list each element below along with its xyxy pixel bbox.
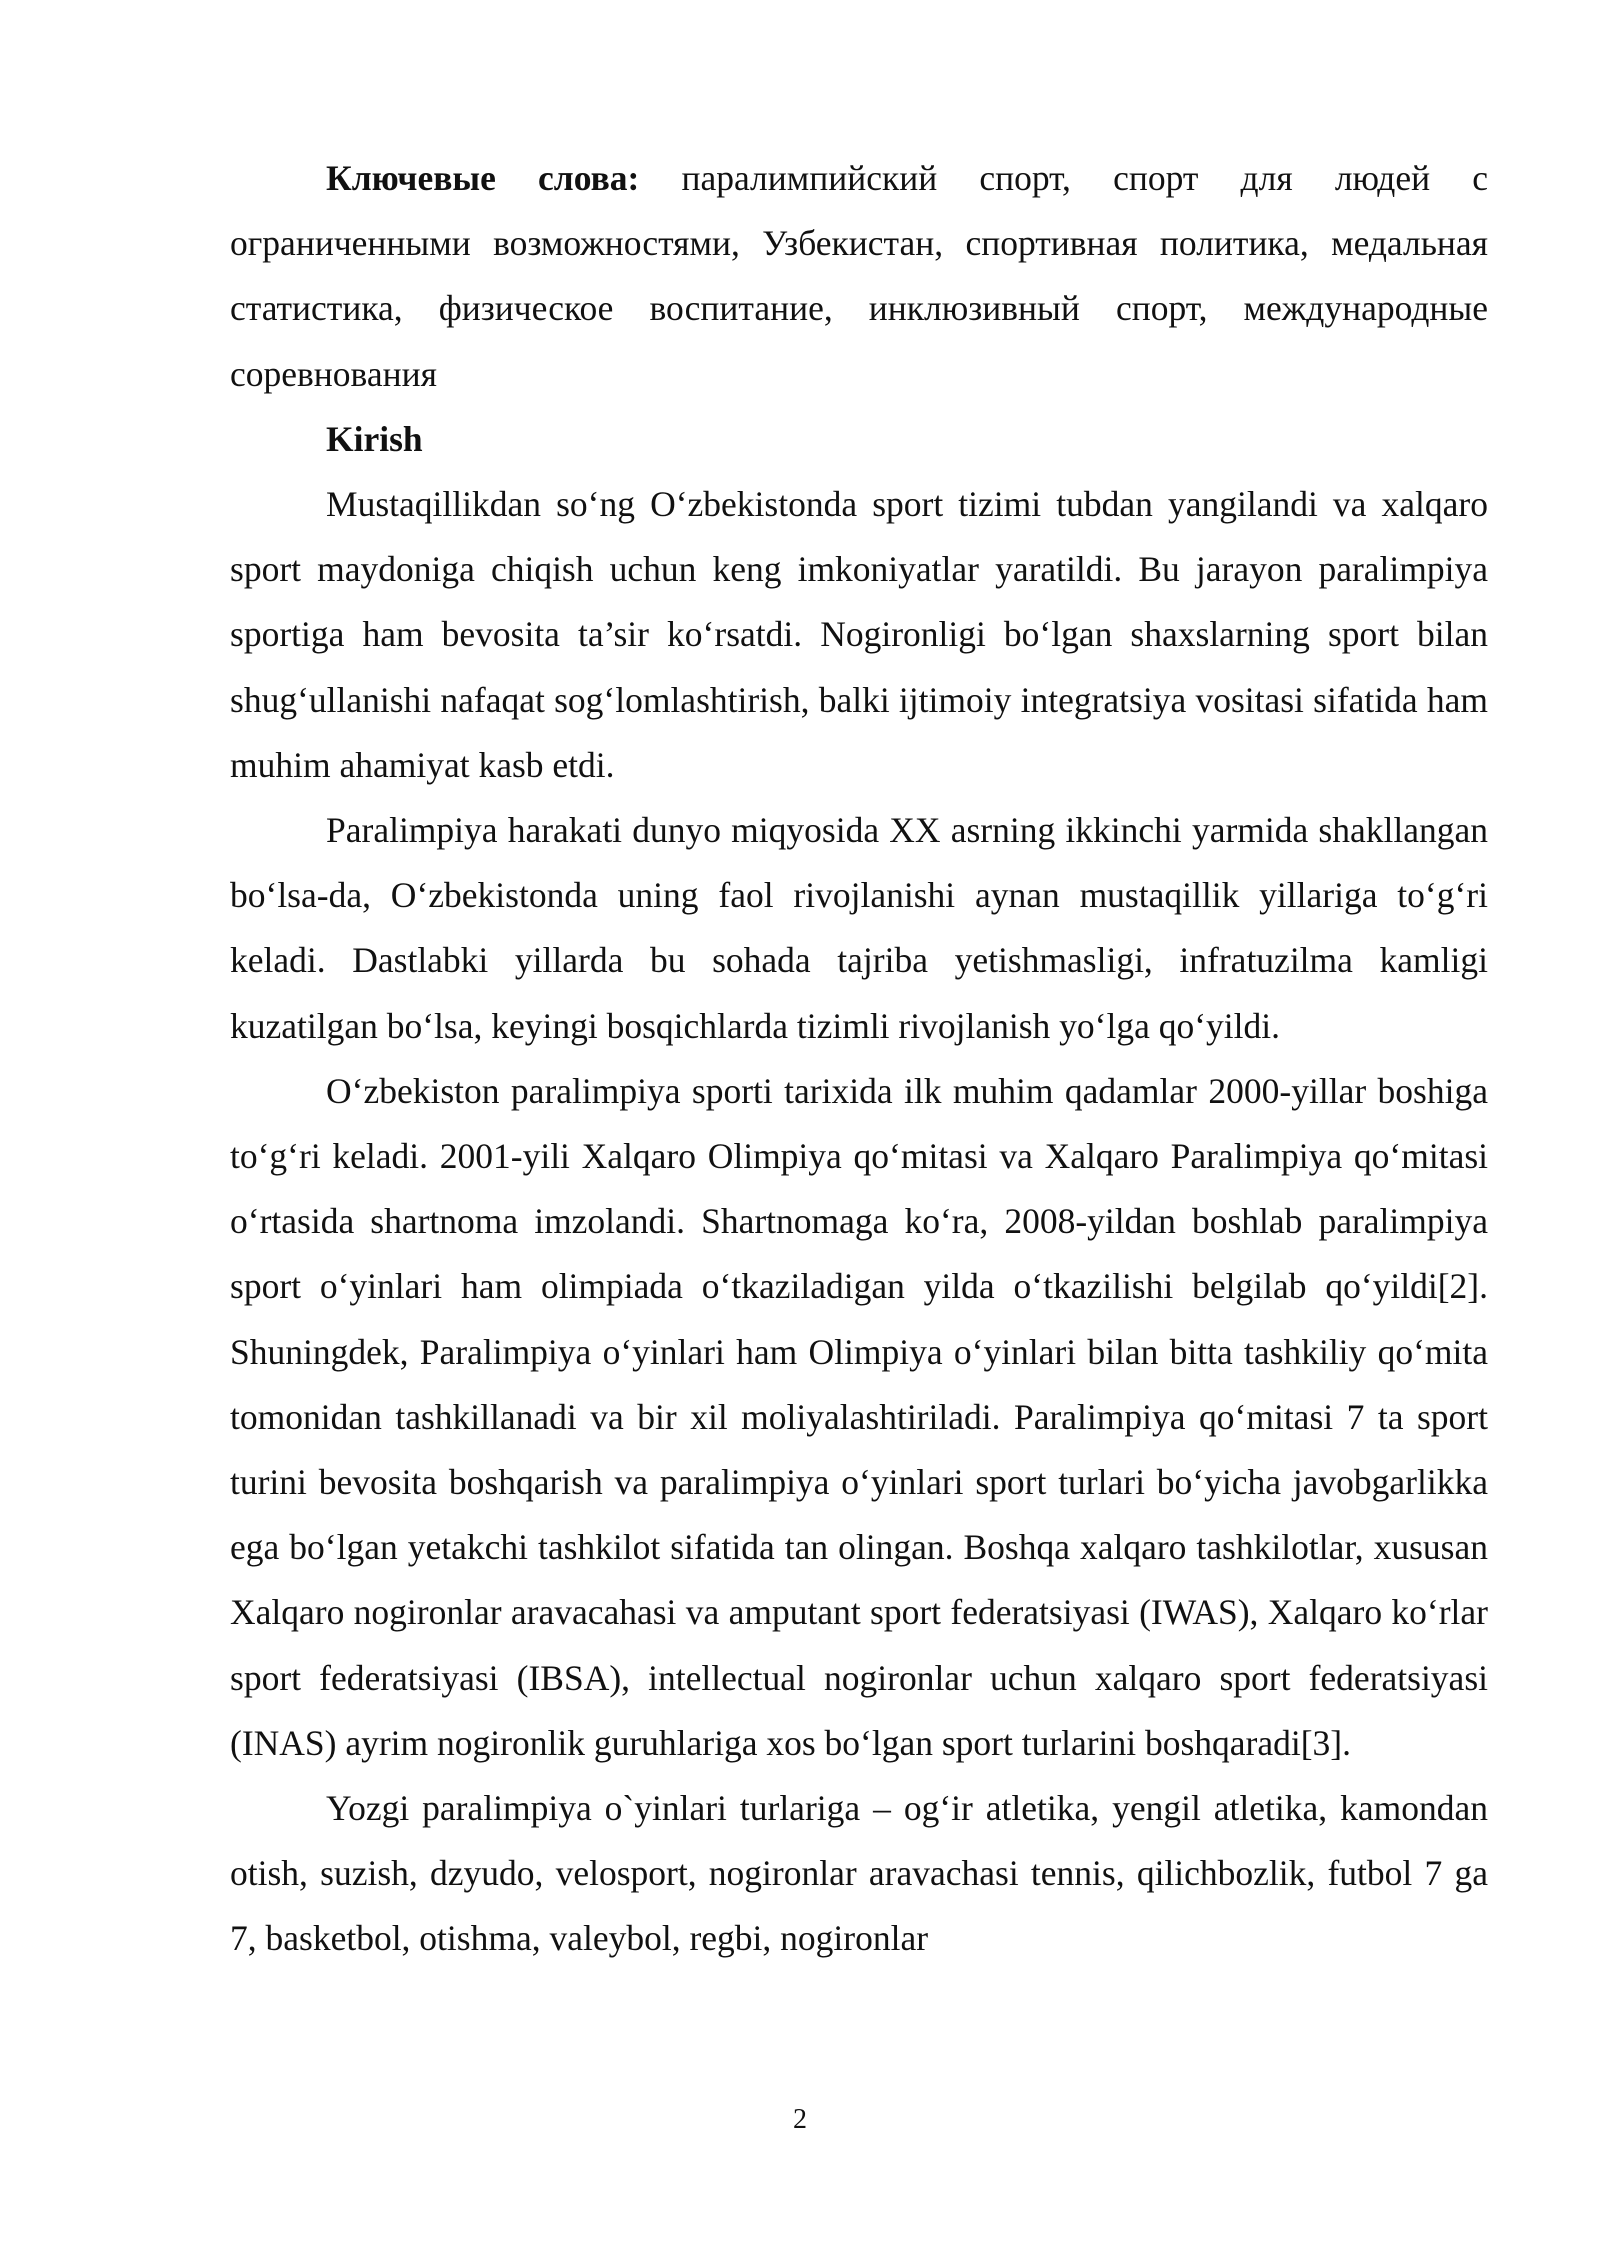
body-paragraph-1: Mustaqillikdan so‘ng O‘zbekistonda sport tizimi tubdan yangilandi va xalqaro sport maydoniga chiqish uchun keng imkoniyatlar yaratildi. Bu jarayon paralimpiya sportiga ham bevosita ta’sir ko‘rsatdi. Nogironligi bo‘lgan shaxslarning sport bilan shug‘ullanishi nafaqat sog‘lomlashtirish, balki ijtimoiy integratsiya vositasi sifatida ham muhim ahamiyat kasb etdi.: [230, 484, 1488, 785]
keywords-text: паралимпийский спорт, спорт для людей с ограниченными возможностями, Узбекистан, спортивная политика, медальная статистика, физическое воспитание, инклюзивный спорт, международные соревнования: [230, 158, 1488, 394]
keywords-paragraph: [230, 146, 1488, 407]
page-number: 2: [793, 2104, 807, 2135]
body-paragraph-2: Paralimpiya harakati dunyo miqyosida XX asrning ikkinchi yarmida shakllangan bo‘lsa-da, O‘zbekistonda uning faol rivojlanishi aynan mustaqillik yillariga to‘g‘ri keladi. Dastlabki yillarda bu sohada tajriba yetishmasligi, infratuzilma kamligi kuzatilgan bo‘lsa, keyingi bosqichlarda tizimli rivojlanish yo‘lga qo‘yildi.: [230, 810, 1488, 1046]
section-heading: Kirish: [326, 418, 423, 459]
page-content: [230, 146, 1488, 1972]
keywords-label: Ключевые слова:: [326, 158, 640, 198]
body-paragraph-3: O‘zbekiston paralimpiya sporti tarixida ilk muhim qadamlar 2000-yillar boshiga to‘g‘ri keladi. 2001-yili Xalqaro Olimpiya qo‘mitasi va Xalqaro Paralimpiya qo‘mitasi o‘rtasida shartnoma imzolandi. Shartnomaga ko‘ra, 2008-yildan boshlab paralimpiya sport o‘yinlari ham olimpiada o‘tkaziladigan yilda o‘tkazilishi belgilab qo‘yildi[2]. Shuningdek, Paralimpiya o‘yinlari ham Olimpiya o‘yinlari bilan bitta tashkiliy qo‘mita tomonidan tashkillanadi va bir xil moliyalashtiriladi. Paralimpiya qo‘mitasi 7 ta sport turini bevosita boshqarish va paralimpiya o‘yinlari sport turlari bo‘yicha javobgarlikka ega bo‘lgan yetakchi tashkilot sifatida tan olingan. Boshqa xalqaro tashkilotlar, xususan Xalqaro nogironlar aravacahasi va amputant sport federatsiyasi (IWAS), Xalqaro ko‘rlar sport federatsiyasi (IBSA), intellectual nogironlar uchun xalqaro sport federatsiyasi (INAS) ayrim nogironlik guruhlariga xos bo‘lgan sport turlarini boshqaradi[3].: [230, 1070, 1488, 1763]
body-paragraph-4: Yozgi paralimpiya o`yinlari turlariga – og‘ir atletika, yengil atletika, kamondan otish, suzish, dzyudo, velosport, nogironlar aravachasi tennis, qilichbozlik, futbol 7 ga 7, basketbol, otishma, valeybol, regbi, nogironlar: [230, 1788, 1488, 1959]
